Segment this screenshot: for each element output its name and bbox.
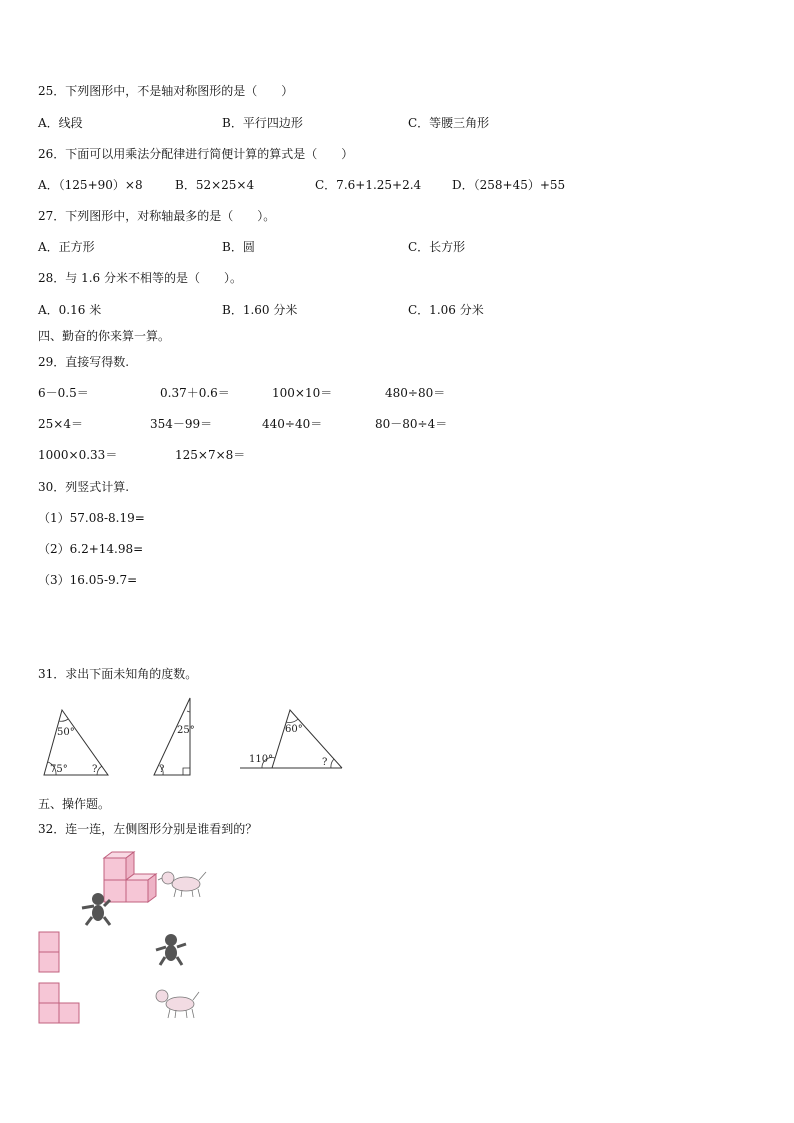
q28-stem: 28．与 1.6 分米不相等的是（ ）。 [38,271,242,285]
q30-item-3: （3）16.05-9.7= [38,573,138,587]
q28-option-c[interactable]: C．1.06 分米 [408,303,484,317]
q30-item-1: （1）57.08-8.19= [38,511,145,525]
angle-label-75: 75° [50,764,68,775]
q26-option-a[interactable]: A．（125+90）×8 [38,178,143,192]
q30-stem: 30．列竖式计算. [38,480,130,494]
q26-option-c[interactable]: C．7.6+1.25+2.4 [315,178,422,192]
q29-stem: 29．直接写得数. [38,355,130,369]
section-five-heading: 五、操作题。 [38,797,111,811]
dog-icon [158,872,206,897]
angle-label-25: 25° [177,725,195,736]
q29-item: 80－80÷4＝ [375,417,448,431]
q25-stem: 25．下列图形中，不是轴对称图形的是（ ） [38,84,294,98]
q27-option-b[interactable]: B．圆 [222,240,255,254]
view-shape-1[interactable] [39,932,59,972]
q30-item-2: （2）6.2+14.98= [38,542,144,556]
q29-item: 354－99＝ [150,417,213,431]
q25-option-a[interactable]: A．线段 [38,116,83,130]
q29-item: 100×10＝ [272,386,333,400]
q32-stem: 32．连一连，左侧图形分别是谁看到的？ [38,822,258,836]
q28-option-b[interactable]: B．1.60 分米 [222,303,298,317]
q26-stem: 26．下面可以用乘法分配律进行简便计算的算式是（ ） [38,147,354,161]
q26-option-b[interactable]: B．52×25×4 [175,178,255,192]
q29-item: 1000×0.33＝ [38,448,118,462]
section-four-heading: 四、勤奋的你来算一算。 [38,329,171,343]
q29-item: 25×4＝ [38,417,83,431]
q25-option-c[interactable]: C．等腰三角形 [408,116,490,130]
q29-item: 480÷80＝ [385,386,446,400]
q29-item: 0.37＋0.6＝ [160,386,230,400]
q25-option-b[interactable]: B．平行四边形 [222,116,303,130]
q27-option-a[interactable]: A．正方形 [38,240,95,254]
q28-option-a[interactable]: A．0.16 米 [38,303,102,317]
q26-option-d[interactable]: D．（258+45）+55 [452,178,566,192]
cube-stack [104,852,156,902]
unknown-angle-label: ? [159,764,165,775]
monkey-icon[interactable] [156,934,186,965]
unknown-angle-label: ? [322,757,328,768]
q31-stem: 31．求出下面未知角的度数。 [38,667,198,681]
dog-icon[interactable] [156,990,199,1018]
q29-item: 6－0.5＝ [38,386,89,400]
q29-item: 440÷40＝ [262,417,323,431]
unknown-angle-label: ? [92,764,98,775]
exterior-angle-label-110: 110° [249,754,274,765]
q27-option-c[interactable]: C．长方形 [408,240,466,254]
view-shape-2[interactable] [39,983,79,1023]
angle-label-50: 50° [57,727,75,738]
angle-label-60: 60° [285,724,303,735]
q29-item: 125×7×8＝ [175,448,246,462]
q27-stem: 27．下列图形中，对称轴最多的是（ ）。 [38,209,276,223]
